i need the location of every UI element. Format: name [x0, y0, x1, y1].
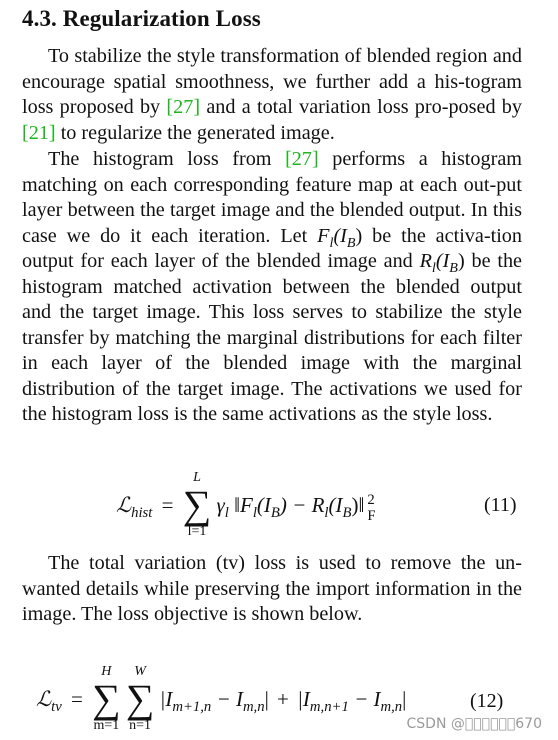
csdn-watermark: CSDN @      670: [406, 716, 542, 732]
math-symbol: |: [264, 686, 269, 711]
math-subscript: l: [224, 504, 229, 521]
math-symbol: )‖: [351, 492, 365, 517]
sum-lower-limit: n=1: [129, 718, 152, 733]
equals-sign: =: [70, 686, 83, 711]
citation-link[interactable]: [21]: [22, 121, 56, 144]
math-symbol: ): [355, 224, 363, 247]
text: To stabilize the style transformation of blended region and encourage spatial smoothness, we further add a his-togram loss proposed by: [22, 45, 522, 118]
paragraph-total-variation: [22, 551, 522, 628]
sum-upper-limit: W: [134, 664, 146, 679]
math-subscript: B: [270, 504, 280, 521]
math-symbol: ‖F: [234, 492, 253, 517]
citation-link[interactable]: [27]: [285, 148, 319, 170]
math-subscript: tv: [51, 698, 62, 715]
math-symbol: |I: [159, 686, 173, 711]
math-subscript: m+1,n: [172, 698, 212, 715]
summation-outer: [92, 664, 121, 734]
summation-inner: [126, 664, 155, 734]
math-symbol: ) − R: [279, 492, 325, 517]
equals-sign: =: [161, 492, 174, 517]
math-subscript: m,n: [380, 698, 403, 715]
equation-number: (11): [484, 494, 517, 516]
math-subscript: hist: [131, 504, 153, 521]
math-symbol: ): [457, 250, 465, 272]
equation-number: (12): [470, 690, 504, 712]
math-symbol: γ: [216, 492, 225, 517]
plus-sign: +: [277, 686, 289, 711]
math-subscript: m,n+1: [309, 698, 349, 715]
text: be the activa-tion output for each layer of the blended image and: [22, 224, 522, 272]
math-symbol: F: [317, 224, 330, 247]
text: performs a histogram matching on each corresponding feature map at each out-put layer between the target image and the blended output. In this case we do it each iteration. Let: [22, 148, 522, 247]
math-subscript: m,n: [242, 698, 265, 715]
paragraph-intro: [22, 44, 522, 146]
math-symbol: (I: [328, 492, 343, 517]
math-lhs: ℒ: [116, 492, 132, 517]
math-symbol: R: [419, 250, 432, 272]
sum-upper-limit: L: [193, 470, 201, 485]
math-subscript: l: [329, 234, 334, 251]
sum-lower-limit: m=1: [93, 718, 120, 733]
math-symbol: − I: [211, 686, 243, 711]
math-subscript: l: [324, 504, 329, 521]
text: to regularize the generated image.: [55, 121, 335, 144]
paper-page: 4.3. Regularization Loss To stabilize the style transformation of blended region and encourage spatial smoothness, we further add a his-togram loss proposed by [27] and a total variation loss pro-posed by [21] to regularize the generated image. The histogram loss from [27] performs a histogram matching on each corresponding feature map at each out-put layer between the target image and the blended output. In this case we do it each iteration. Let $F_l(I_B)$ be the activa-tion output for each layer of the blended image and $R_l(I_B)$ be the histogram matched activation between the blended output and the target image. This loss serves to stabilize the style transfer by matching the marginal distributions for each filter in each layer of the blended image with the marginal distribution of the target image. The activations we used for the histogram loss is the same activations as the style loss. ℒ$_{hist}$ = L ∑ l=1 $\gamma_l$ $‖F_l(I_B)$ − $R_l(I_B)‖$ 2 F (11) The total variation (tv) loss is used to remove the un-wanted details while preserving the import information in the image. The loss objective is shown below. ℒ$_{tv}$ = H ∑ m=1 W ∑ n=1 $|I_{m+1,n} - I_{m,n}| + |I_{m,n+1} - I_{m,n}|$ (12) CSDN @      670: [22, 6, 542, 733]
sum-symbol: ∑: [92, 676, 121, 721]
text: The total variation (tv) loss is used to remove the un-wanted details while preserving the import information in the image. The loss objective is shown below.: [22, 552, 522, 625]
math-symbol: (I: [333, 224, 347, 247]
text: and a total variation loss pro-posed by: [200, 96, 522, 118]
math-symbol: |: [402, 686, 407, 711]
text: The histogram loss from: [48, 148, 286, 170]
sum-lower-limit: l=1: [187, 524, 207, 539]
summation: [183, 470, 212, 540]
math-subscript: l: [252, 504, 257, 521]
sum-symbol: ∑: [182, 482, 212, 527]
section-title: 4.3. Regularization Loss: [22, 6, 261, 31]
math-symbol: (I: [256, 492, 271, 517]
math-subscript: B: [346, 234, 356, 251]
text: be the histogram matched activation between the blended output and the target image. This loss serves to stabilize the style transfer by matching the marginal distributions for each filter in each layer of the blended image with the marginal distribution of the target image. The activations we used for the histogram loss is the same activations as the style loss.: [22, 250, 522, 425]
sum-upper-limit: H: [101, 664, 112, 679]
citation-link[interactable]: [27]: [166, 96, 201, 118]
math-subscript: l: [431, 260, 436, 277]
math-symbol: (I: [435, 250, 450, 272]
paragraph-histogram: [22, 147, 522, 428]
math-lhs: ℒ: [36, 686, 52, 711]
math-subscript: B: [449, 260, 458, 277]
math-symbol: − I: [348, 686, 381, 711]
math-subscript: B: [342, 504, 352, 521]
math-symbol: |I: [297, 686, 310, 711]
sum-symbol: ∑: [125, 676, 155, 721]
